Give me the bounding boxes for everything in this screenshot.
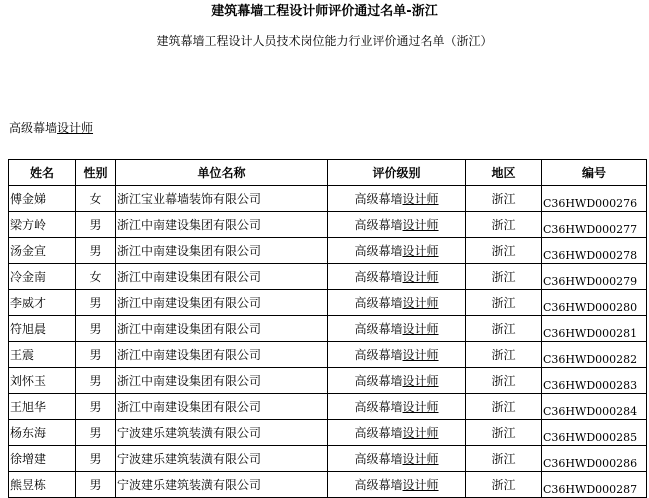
cell-gender: 男: [76, 238, 116, 264]
cell-name: 徐增建: [9, 446, 76, 472]
cell-id: C36HWD000279: [542, 264, 647, 290]
cell-unit: 宁波建乐建筑装潢有限公司: [116, 420, 328, 446]
cell-region: 浙江: [466, 446, 542, 472]
cell-id: C36HWD000280: [542, 290, 647, 316]
level-prefix: 高级幕墙: [354, 373, 403, 388]
level-prefix: 高级幕墙: [354, 217, 403, 232]
cell-name: 杨东海: [9, 420, 76, 446]
cell-unit: 浙江宝业幕墙装饰有限公司: [116, 186, 328, 212]
cell-level: [328, 316, 466, 342]
level-link[interactable]: 设计师: [402, 373, 439, 388]
cell-region: 浙江: [466, 290, 542, 316]
cell-gender: 男: [76, 394, 116, 420]
cell-region: 浙江: [466, 212, 542, 238]
level-prefix: 高级幕墙: [354, 269, 403, 284]
cell-region: 浙江: [466, 342, 542, 368]
table-body: [9, 186, 647, 498]
cell-unit: 浙江中南建设集团有限公司: [116, 212, 328, 238]
header-name: 姓名: [9, 160, 76, 186]
cell-region: 浙江: [466, 394, 542, 420]
cell-level: [328, 238, 466, 264]
cell-gender: 男: [76, 316, 116, 342]
level-prefix: 高级幕墙: [354, 347, 403, 362]
level-prefix: 高级幕墙: [354, 425, 403, 440]
table-row: [9, 186, 647, 212]
level-link[interactable]: 设计师: [402, 477, 439, 492]
table-row: [9, 316, 647, 342]
cell-region: 浙江: [466, 186, 542, 212]
level-link[interactable]: 设计师: [402, 399, 439, 414]
cell-gender: 女: [76, 186, 116, 212]
cell-unit: 浙江中南建设集团有限公司: [116, 264, 328, 290]
table-row: [9, 212, 647, 238]
cell-name: 王旭华: [9, 394, 76, 420]
cell-gender: 女: [76, 264, 116, 290]
cell-unit: 浙江中南建设集团有限公司: [116, 368, 328, 394]
cell-id: C36HWD000278: [542, 238, 647, 264]
cell-level: [328, 472, 466, 498]
cell-id: C36HWD000287: [542, 472, 647, 498]
table-row: [9, 368, 647, 394]
cell-gender: 男: [76, 368, 116, 394]
table-row: [9, 342, 647, 368]
cell-name: 汤金宣: [9, 238, 76, 264]
cell-level: [328, 186, 466, 212]
cell-region: 浙江: [466, 264, 542, 290]
cell-id: C36HWD000276: [542, 186, 647, 212]
section-label-link[interactable]: 设计师: [57, 121, 94, 135]
cell-name: 梁方岭: [9, 212, 76, 238]
cell-id: C36HWD000277: [542, 212, 647, 238]
cell-id: C36HWD000283: [542, 368, 647, 394]
level-link[interactable]: 设计师: [402, 191, 439, 206]
section-label-prefix: 高级幕墙: [9, 121, 58, 135]
cell-unit: 浙江中南建设集团有限公司: [116, 316, 328, 342]
cell-region: 浙江: [466, 420, 542, 446]
table-header-row: [9, 160, 647, 186]
level-link[interactable]: 设计师: [402, 269, 439, 284]
cell-unit: 浙江中南建设集团有限公司: [116, 238, 328, 264]
cell-gender: 男: [76, 446, 116, 472]
level-prefix: 高级幕墙: [354, 399, 403, 414]
header-region: 地区: [466, 160, 542, 186]
cell-gender: 男: [76, 290, 116, 316]
cell-unit: 浙江中南建设集团有限公司: [116, 394, 328, 420]
section-label: [9, 120, 93, 136]
cell-level: [328, 264, 466, 290]
roster-table: [8, 159, 647, 498]
table-row: [9, 394, 647, 420]
page-subtitle: 建筑幕墙工程设计人员技术岗位能力行业评价通过名单（浙江）: [156, 34, 493, 48]
cell-id: C36HWD000286: [542, 446, 647, 472]
level-prefix: 高级幕墙: [354, 451, 403, 466]
cell-level: [328, 394, 466, 420]
cell-gender: 男: [76, 420, 116, 446]
cell-id: C36HWD000284: [542, 394, 647, 420]
cell-gender: 男: [76, 342, 116, 368]
cell-region: 浙江: [466, 368, 542, 394]
header-gender: 性别: [76, 160, 116, 186]
cell-name: 王震: [9, 342, 76, 368]
cell-region: 浙江: [466, 238, 542, 264]
cell-name: 符旭晨: [9, 316, 76, 342]
cell-name: 熊昱栋: [9, 472, 76, 498]
table-row: [9, 472, 647, 498]
level-prefix: 高级幕墙: [354, 243, 403, 258]
cell-level: [328, 212, 466, 238]
cell-unit: 宁波建乐建筑装潢有限公司: [116, 472, 328, 498]
cell-id: C36HWD000282: [542, 342, 647, 368]
level-link[interactable]: 设计师: [402, 243, 439, 258]
cell-unit: 宁波建乐建筑装潢有限公司: [116, 446, 328, 472]
level-prefix: 高级幕墙: [354, 321, 403, 336]
cell-level: [328, 290, 466, 316]
level-link[interactable]: 设计师: [402, 217, 439, 232]
cell-level: [328, 446, 466, 472]
level-prefix: 高级幕墙: [354, 477, 403, 492]
header-level: 评价级别: [328, 160, 466, 186]
cell-level: [328, 420, 466, 446]
cell-region: 浙江: [466, 472, 542, 498]
table-row: [9, 238, 647, 264]
level-link[interactable]: 设计师: [402, 347, 439, 362]
header-id: 编号: [542, 160, 647, 186]
level-prefix: 高级幕墙: [354, 191, 403, 206]
cell-unit: 浙江中南建设集团有限公司: [116, 342, 328, 368]
cell-level: [328, 368, 466, 394]
table-row: [9, 264, 647, 290]
cell-id: C36HWD000281: [542, 316, 647, 342]
cell-region: 浙江: [466, 316, 542, 342]
cell-name: 李威才: [9, 290, 76, 316]
page-title: 建筑幕墙工程设计师评价通过名单-浙江: [211, 4, 438, 19]
cell-name: 冷金南: [9, 264, 76, 290]
level-link[interactable]: 设计师: [402, 451, 439, 466]
cell-name: 傅金娣: [9, 186, 76, 212]
cell-gender: 男: [76, 472, 116, 498]
table-row: [9, 446, 647, 472]
cell-unit: 浙江中南建设集团有限公司: [116, 290, 328, 316]
table-row: [9, 420, 647, 446]
cell-name: 刘怀玉: [9, 368, 76, 394]
level-link[interactable]: 设计师: [402, 425, 439, 440]
level-link[interactable]: 设计师: [402, 321, 439, 336]
table-row: [9, 290, 647, 316]
header-unit: 单位名称: [116, 160, 328, 186]
level-prefix: 高级幕墙: [354, 295, 403, 310]
level-link[interactable]: 设计师: [402, 295, 439, 310]
cell-level: [328, 342, 466, 368]
cell-gender: 男: [76, 212, 116, 238]
cell-id: C36HWD000285: [542, 420, 647, 446]
